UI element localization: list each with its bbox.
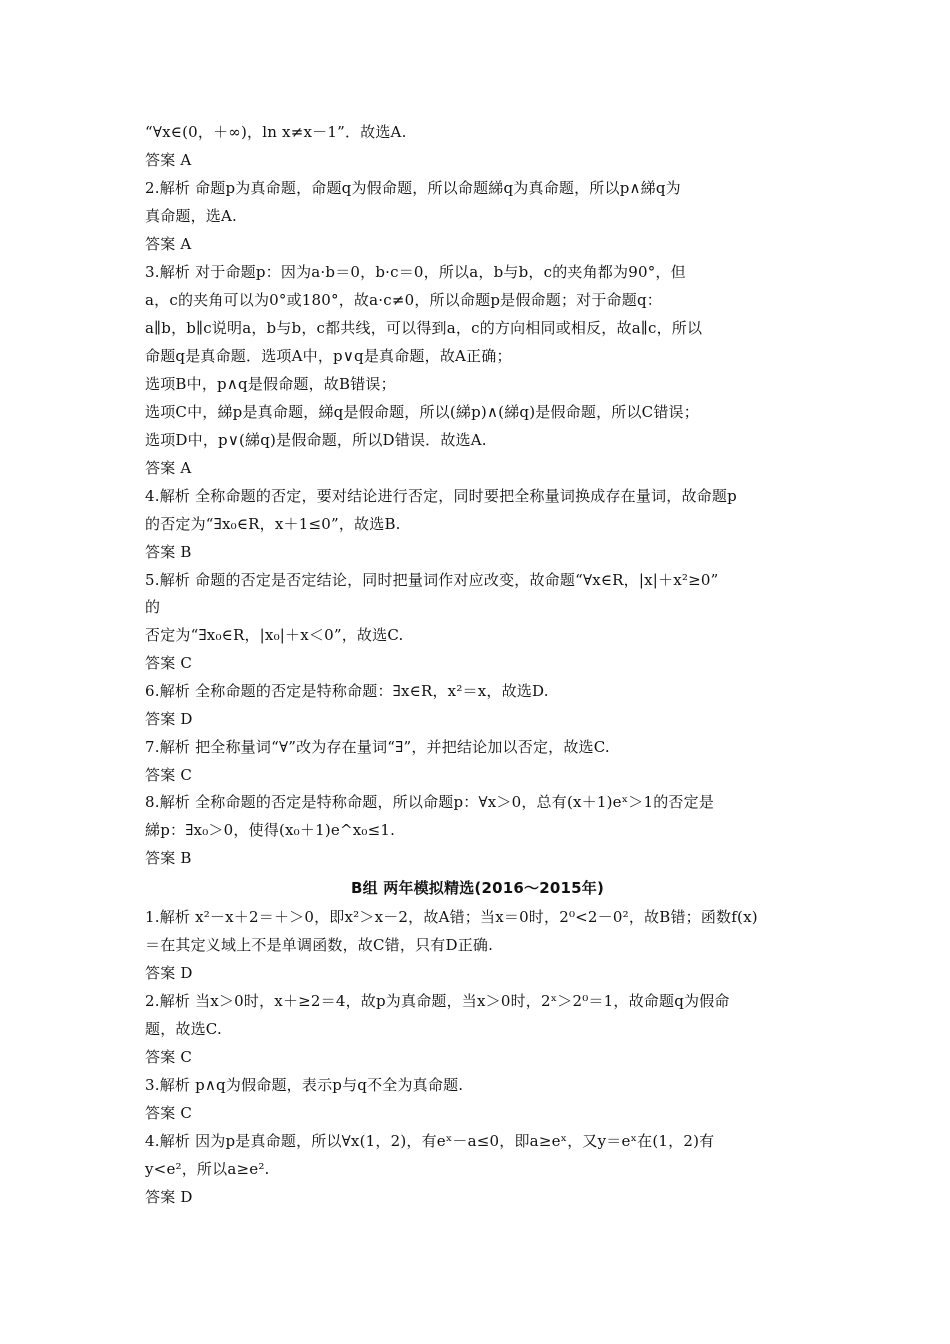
text-line: 2.解析 命题p为真命题，命题q为假命题，所以命题綈q为真命题，所以p∧綈q为 [145,179,681,197]
section-heading: B组 两年模拟精选(2016～2015年) [350,879,605,897]
text-line: 命题q是真命题．选项A中，p∨q是真命题，故A正确； [145,347,512,365]
text-line: 2.解析 当x＞0时，x＋≥2＝4，故p为真命题，当x＞0时，2ˣ＞2⁰＝1，故命题q为假命 [145,992,730,1010]
text-line: 题，故选C. [145,1020,222,1038]
answer-line: 答案 A [145,151,192,169]
answer-line: 答案 A [145,459,192,477]
text-line: y<e²，所以a≥e². [145,1160,270,1178]
text-line: 5.解析 命题的否定是否定结论，同时把量词作对应改变，故命题“∀x∈R，|x|＋x²≥0” [145,571,719,589]
answer-line: 答案 D [145,710,193,728]
answer-line: 答案 C [145,654,193,672]
answer-line: 答案 C [145,1048,193,1066]
text-line: 4.解析 全称命题的否定，要对结论进行否定，同时要把全称量词换成存在量词，故命题p [145,487,737,505]
answer-line: 答案 B [145,849,192,867]
text-line: 8.解析 全称命题的否定是特称命题，所以命题p：∀x＞0，总有(x＋1)eˣ＞1的否定是 [145,793,715,811]
text-line: “∀x∈(0，＋∞)，ln x≠x－1”．故选A. [145,123,407,141]
text-line: 綈p：∃x₀＞0，使得(x₀＋1)e^x₀≤1. [145,821,396,839]
text-line: ＝在其定义域上不是单调函数，故C错，只有D正确. [145,936,494,954]
answer-line: 答案 A [145,235,192,253]
text-line: 选项C中，綈p是真命题，綈q是假命题，所以(綈p)∧(綈q)是假命题，所以C错误； [145,403,699,421]
text-line: 选项B中，p∧q是假命题，故B错误； [145,375,396,393]
text-line: 1.解析 x²－x＋2＝＋＞0，即x²＞x－2，故A错；当x＝0时，2⁰<2－0²，故B错；函数f(x) [145,908,758,926]
text-line: 7.解析 把全称量词“∀”改为存在量词“∃”，并把结论加以否定，故选C. [145,738,610,756]
text-line: 4.解析 因为p是真命题，所以∀x(1，2)，有eˣ－a≤0，即a≥eˣ，又y＝eˣ在(1，2)有 [145,1132,715,1150]
answer-line: 答案 C [145,766,193,784]
text-line: 选项D中，p∨(綈q)是假命题，所以D错误．故选A. [145,431,487,449]
text-line: 的 [145,598,161,616]
text-line: 3.解析 对于命题p：因为a·b＝0，b·c＝0，所以a，b与b，c的夹角都为90°，但 [145,263,686,281]
answer-line: 答案 D [145,964,193,982]
text-line: 否定为“∃x₀∈R，|x₀|＋x＜0”，故选C. [145,626,404,644]
answer-line: 答案 B [145,543,192,561]
answer-line: 答案 C [145,1104,193,1122]
text-line: a∥b，b∥c说明a，b与b，c都共线，可以得到a，c的方向相同或相反，故a∥c，所以 [145,319,703,337]
text-line: a，c的夹角可以为0°或180°，故a·c≠0，所以命题p是假命题；对于命题q： [145,291,662,309]
answer-line: 答案 D [145,1188,193,1206]
text-line: 真命题，选A. [145,207,238,225]
text-line: 6.解析 全称命题的否定是特称命题：∃x∈R，x²＝x，故选D. [145,682,549,700]
text-line: 3.解析 p∧q为假命题，表示p与q不全为真命题. [145,1076,464,1094]
text-line: 的否定为“∃x₀∈R，x＋1≤0”，故选B. [145,515,401,533]
